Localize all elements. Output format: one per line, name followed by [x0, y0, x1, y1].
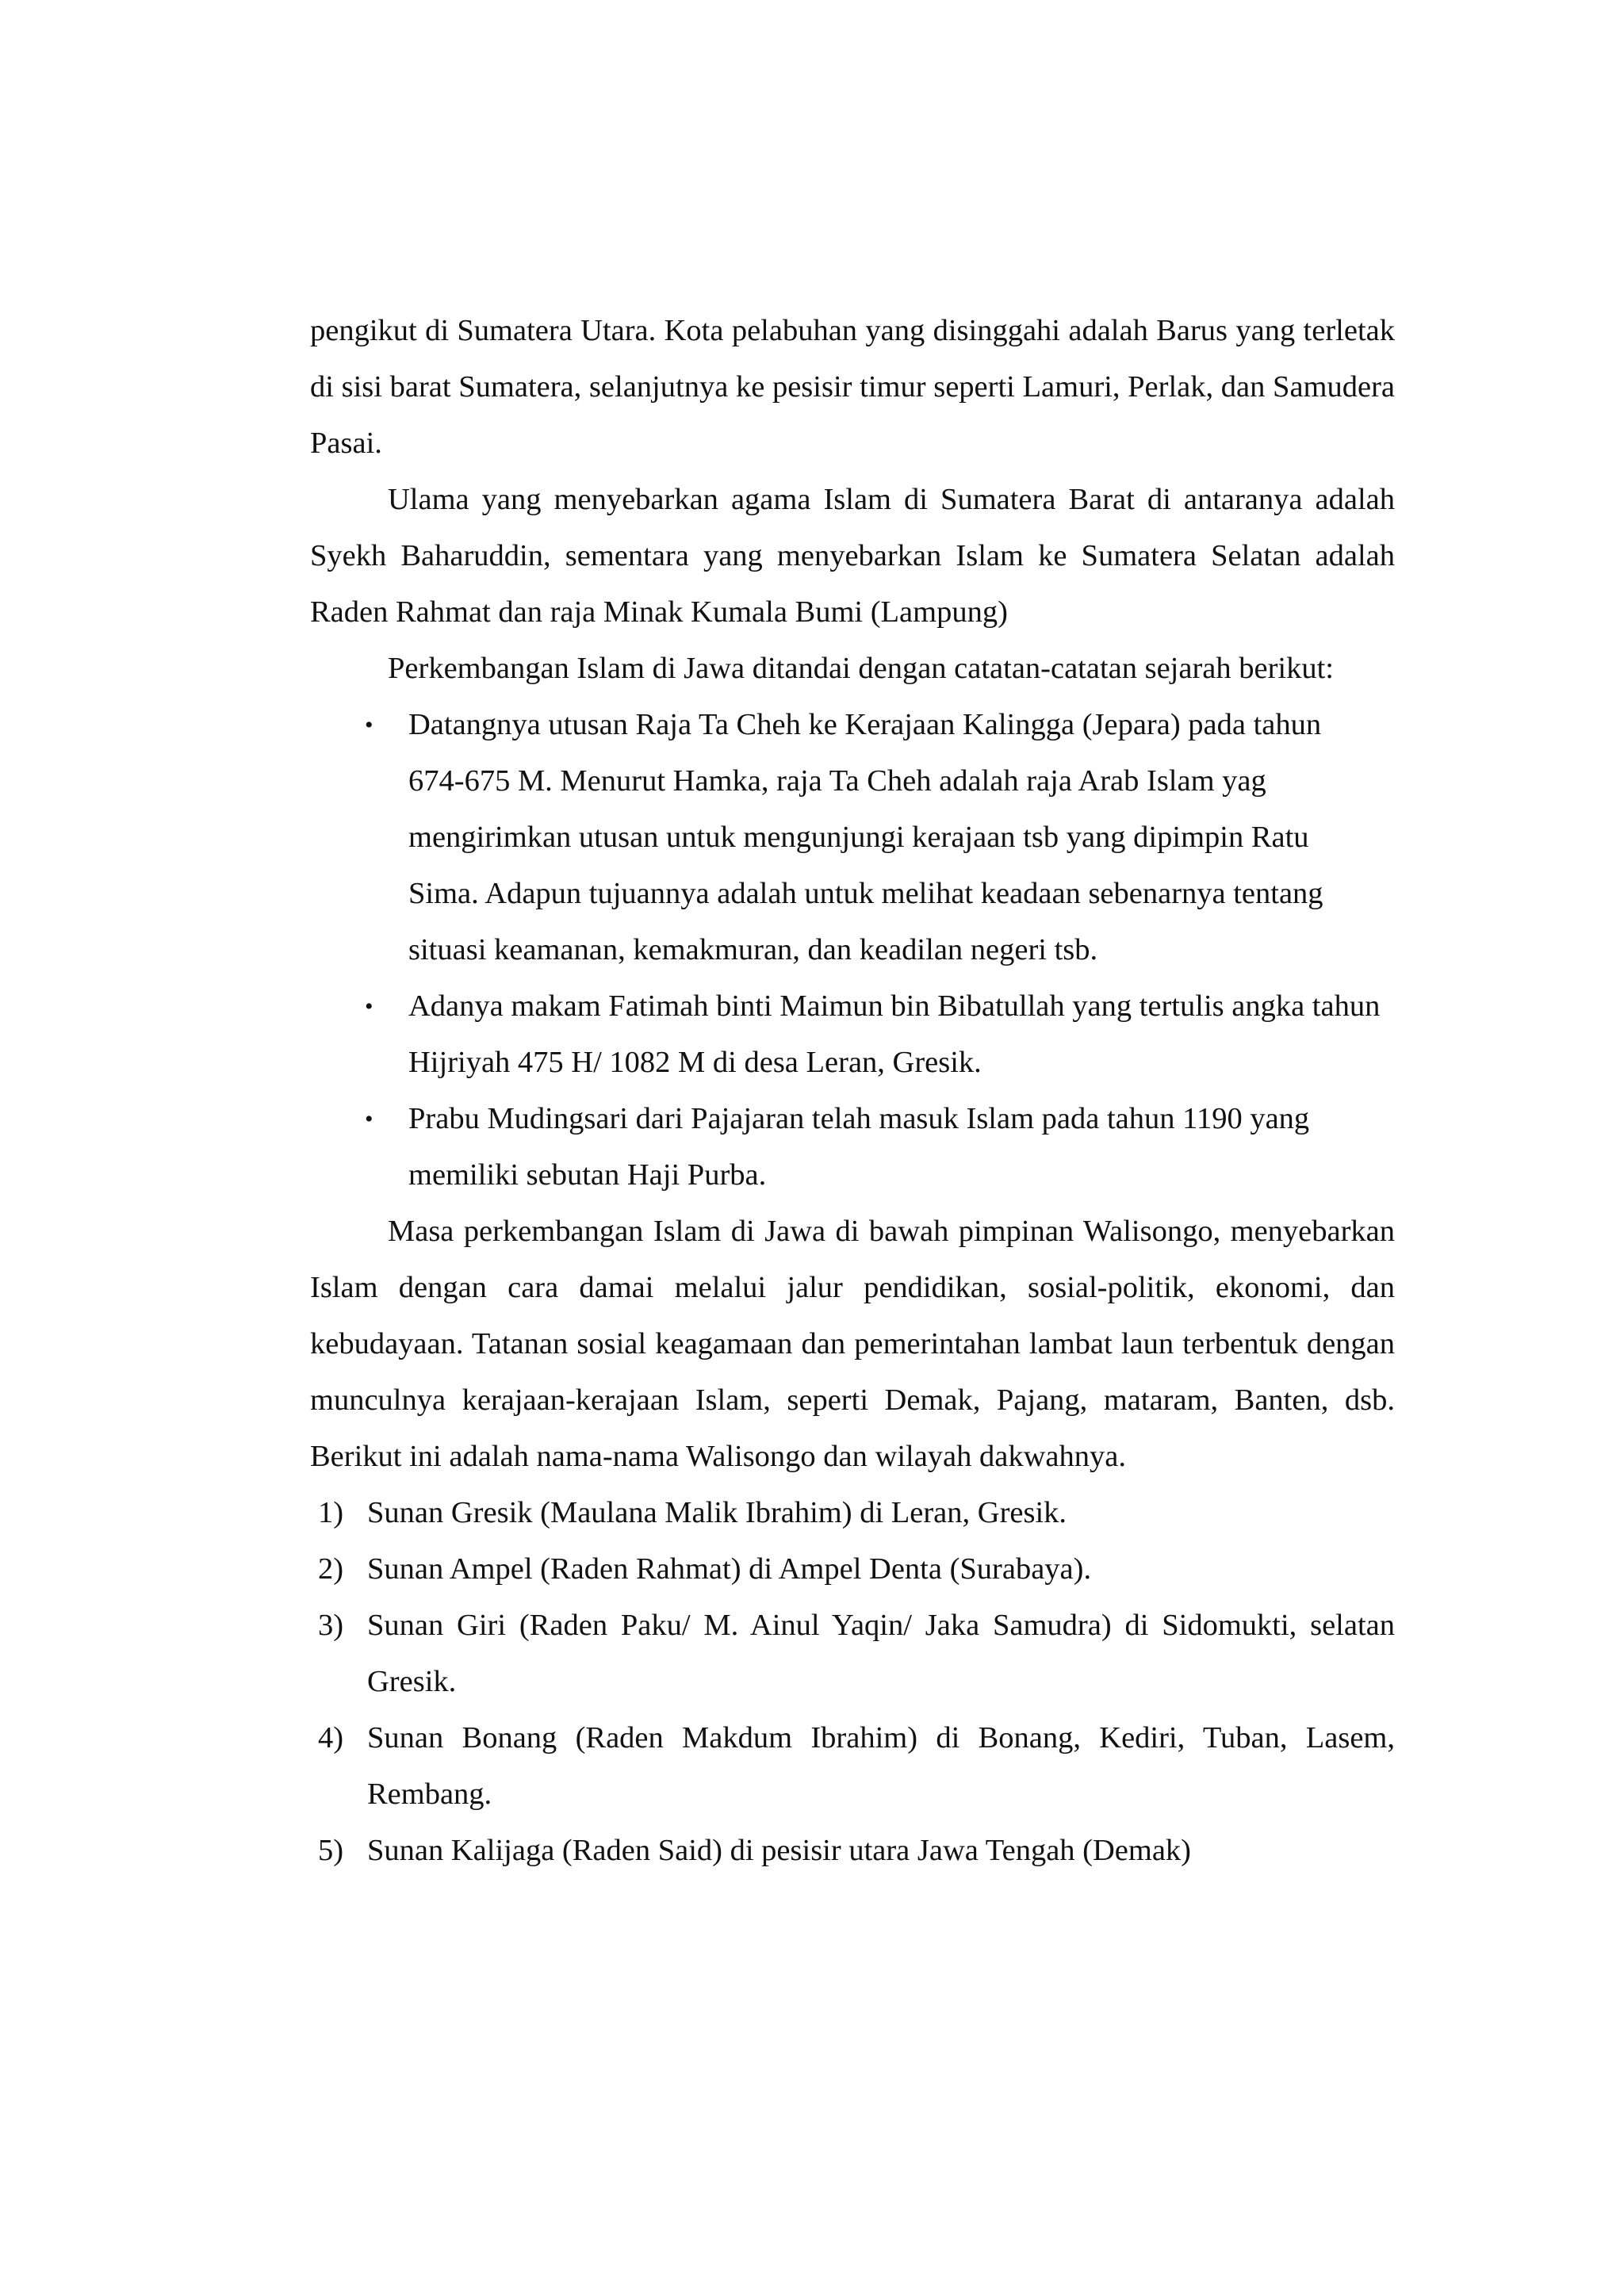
list-number: 2) — [318, 1552, 344, 1586]
list-item-text: Sunan Kalijaga (Raden Said) di pesisir utara Jawa Tengah (Demak) — [367, 1834, 1191, 1867]
list-item — [310, 1823, 1395, 1879]
list-item-text: Sunan Giri (Raden Paku/ M. Ainul Yaqin/ Jaka Samudra) di Sidomukti, selatan Gresik. — [367, 1609, 1395, 1698]
bullet-icon: • — [365, 712, 373, 738]
bullet-text: Datangnya utusan Raja Ta Cheh ke Kerajaan Kalingga (Jepara) pada tahun 674-675 M. Menurut Hamka, raja Ta Cheh adalah raja Arab Islam yag mengirimkan utusan untuk mengunjungi kerajaan tsb yang dipimpin Ratu Sima. Adapun tujuannya adalah untuk melihat keadaan sebenarnya tentang situasi keamanan, kemakmuran, dan keadilan negeri tsb. — [408, 708, 1323, 966]
list-number: 1) — [318, 1496, 344, 1529]
list-number: 5) — [318, 1834, 344, 1867]
list-number: 4) — [318, 1721, 344, 1755]
list-item — [310, 1091, 1395, 1203]
list-number: 3) — [318, 1609, 344, 1642]
list-item — [310, 697, 1395, 978]
list-item-text: Sunan Bonang (Raden Makdum Ibrahim) di Bonang, Kediri, Tuban, Lasem, Rembang. — [367, 1721, 1395, 1811]
numbered-list-walisongo — [310, 1485, 1395, 1879]
paragraph-sumatera-barat: Ulama yang menyebarkan agama Islam di Sumatera Barat di antaranya adalah Syekh Baharuddin, sementara yang menyebarkan Islam ke Sumatera Selatan adalah Raden Rahmat dan raja Minak Kumala Bumi (Lampung) — [310, 483, 1395, 629]
list-item — [310, 1598, 1395, 1710]
paragraph-perkembangan-jawa: Perkembangan Islam di Jawa ditandai dengan catatan-catatan sejarah berikut: — [388, 652, 1334, 685]
list-item — [310, 1541, 1395, 1598]
bullet-icon: • — [365, 1106, 373, 1132]
bullet-list-catatan-sejarah — [310, 697, 1395, 1203]
list-item — [310, 1485, 1395, 1541]
list-item-text: Sunan Ampel (Raden Rahmat) di Ampel Denta (Surabaya). — [367, 1552, 1092, 1586]
paragraph-sumatera-utara: pengikut di Sumatera Utara. Kota pelabuhan yang disinggahi adalah Barus yang terletak di sisi barat Sumatera, selanjutnya ke pesisir timur seperti Lamuri, Perlak, dan Samudera Pasai. — [310, 314, 1395, 460]
list-item — [310, 1710, 1395, 1823]
bullet-icon: • — [365, 993, 373, 1020]
bullet-text: Adanya makam Fatimah binti Maimun bin Bibatullah yang tertulis angka tahun Hijriyah 475 H/ 1082 M di desa Leran, Gresik. — [408, 989, 1381, 1079]
document-body — [310, 303, 1395, 1879]
paragraph-walisongo: Masa perkembangan Islam di Jawa di bawah pimpinan Walisongo, menyebarkan Islam dengan cara damai melalui jalur pendidikan, sosial-politik, ekonomi, dan kebudayaan. Tatanan sosial keagamaan dan pemerintahan lambat laun terbentuk dengan munculnya kerajaan-kerajaan Islam, seperti Demak, Pajang, mataram, Banten, dsb. Berikut ini adalah nama-nama Walisongo dan wilayah dakwahnya. — [310, 1215, 1395, 1473]
list-item — [310, 978, 1395, 1091]
list-item-text: Sunan Gresik (Maulana Malik Ibrahim) di Leran, Gresik. — [367, 1496, 1067, 1529]
bullet-text: Prabu Mudingsari dari Pajajaran telah masuk Islam pada tahun 1190 yang memiliki sebutan Haji Purba. — [408, 1102, 1310, 1192]
